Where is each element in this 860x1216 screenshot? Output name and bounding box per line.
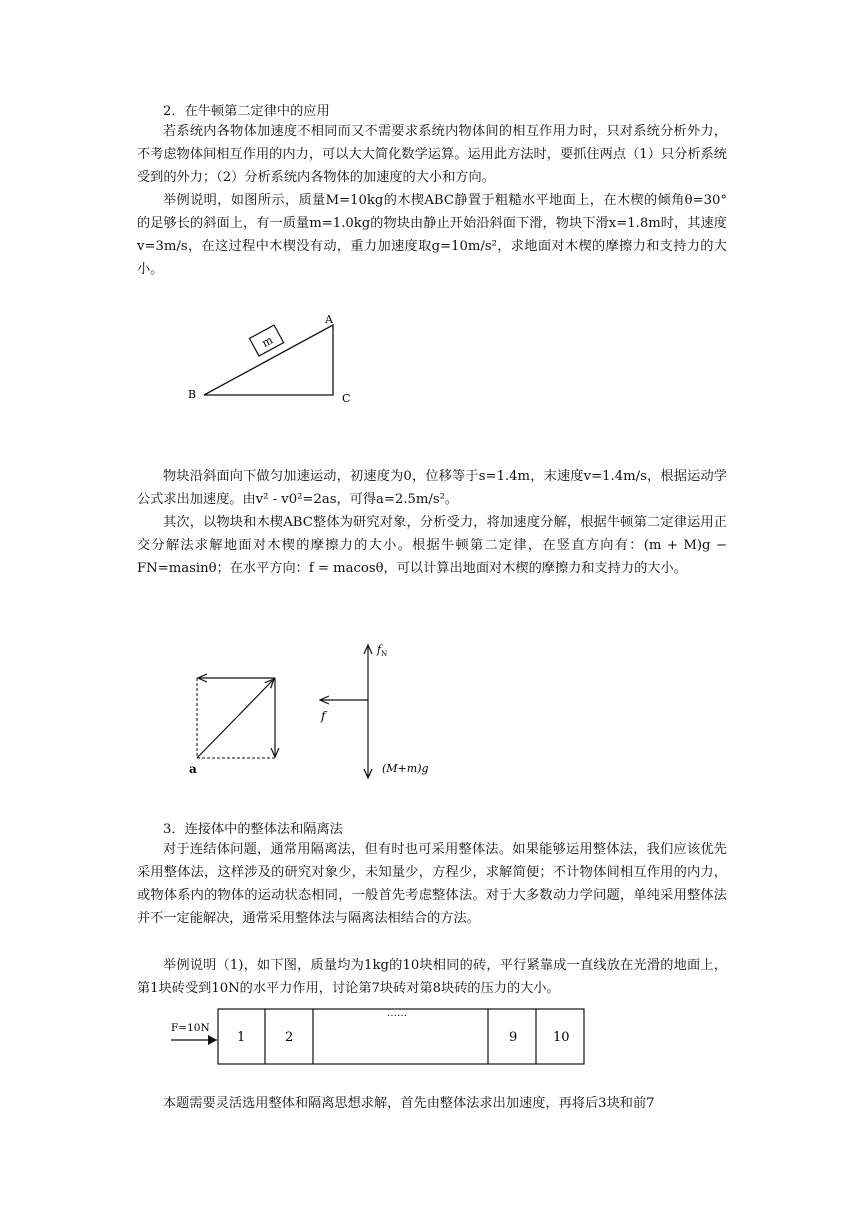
vertex-b-label: B <box>188 388 197 401</box>
section-2-heading: 2．在牛顿第二定律中的应用 <box>163 104 330 119</box>
section-2-paragraph-3: 物块沿斜面向下做匀加速运动，初速度为0，位移等于s=1.4m，末速度v=1.4m/s，根据运动学公式求出加速度。由v² - v0²=2as，可得a=2.5m/s²。 <box>137 469 727 507</box>
acceleration-label: a <box>189 762 197 776</box>
brick-ellipsis: …… <box>387 1008 407 1019</box>
gravity-label: (M+m)g <box>382 762 429 775</box>
brick-2-label: 2 <box>285 1030 294 1045</box>
vertex-a-label: A <box>325 313 333 326</box>
section-3-heading: 3．连接体中的整体法和隔离法 <box>163 822 343 837</box>
section-2-paragraph-4: 其次，以物块和木楔ABC整体为研究对象，分析受力，将加速度分解，根据牛顿第二定律运用正交分解法求解地面对木楔的摩擦力的大小。根据牛顿第二定律，在竖直方向有：(m + M)g − FN=masinθ；在水平方向：f = macosθ，可以计算出地面对木楔的摩擦力和支持力的大小。 <box>137 515 727 576</box>
brick-10-label: 10 <box>553 1030 570 1045</box>
applied-force-label: F=10N <box>171 1022 210 1034</box>
brick-9-label: 9 <box>509 1030 518 1045</box>
friction-label: f <box>321 709 326 723</box>
section-3-paragraph-2: 举例说明（1)，如下图，质量均为1kg的10块相同的砖，平行紧靠成一直线放在光滑的地面上，第1块砖受到10N的水平力作用，讨论第7块砖对第8块砖的压力的大小。 <box>137 958 727 996</box>
vertex-c-label: C <box>342 392 351 405</box>
brick-figure <box>165 1002 595 1068</box>
block-m <box>249 325 283 356</box>
brick-1-label: 1 <box>237 1030 246 1045</box>
section-3-paragraph-3: 本题需要灵活选用整体和隔离思想求解，首先由整体法求出加速度，再将后3块和前7 <box>163 1096 655 1111</box>
section-2-paragraph-1: 若系统内各物体加速度不相同而又不需要求系统内物体间的相互作用力时，只对系统分析外力，不考虑物体间相互作用的内力，可以大大简化数学运算。运用此方法时，要抓住两点（1）只分析系统受到的外力；（2）分析系统内各物体的加速度的大小和方向。 <box>137 124 727 185</box>
normal-force-label: $f_N$ <box>377 643 388 658</box>
block-label: m <box>259 333 276 350</box>
force-figure <box>180 638 460 783</box>
section-2-paragraph-2: 举例说明，如图所示，质量M=10kg的木楔ABC静置于粗糙水平地面上，在木楔的倾角θ=30°的足够长的斜面上，有一质量m=1.0kg的物块由静止开始沿斜面下滑，物块下滑x=1.8m时，其速度v=3m/s，在这过程中木楔没有动，重力加速度取g=10m/s²，求地面对木楔的摩擦力和支持力的大小。 <box>137 193 727 277</box>
section-3-paragraph-1: 对于连结体问题，通常用隔离法，但有时也可采用整体法。如果能够运用整体法，我们应该优先采用整体法，这样涉及的研究对象少，未知量少，方程少，求解简便；不计物体间相互作用的内力，或物体系内的物体的运动状态相同，一般首先考虑整体法。对于大多数动力学问题，单纯采用整体法并不一定能解决，通常采用整体法与隔离法相结合的方法。 <box>137 842 727 926</box>
wedge-figure <box>180 305 370 415</box>
acceleration-vector <box>197 679 274 758</box>
